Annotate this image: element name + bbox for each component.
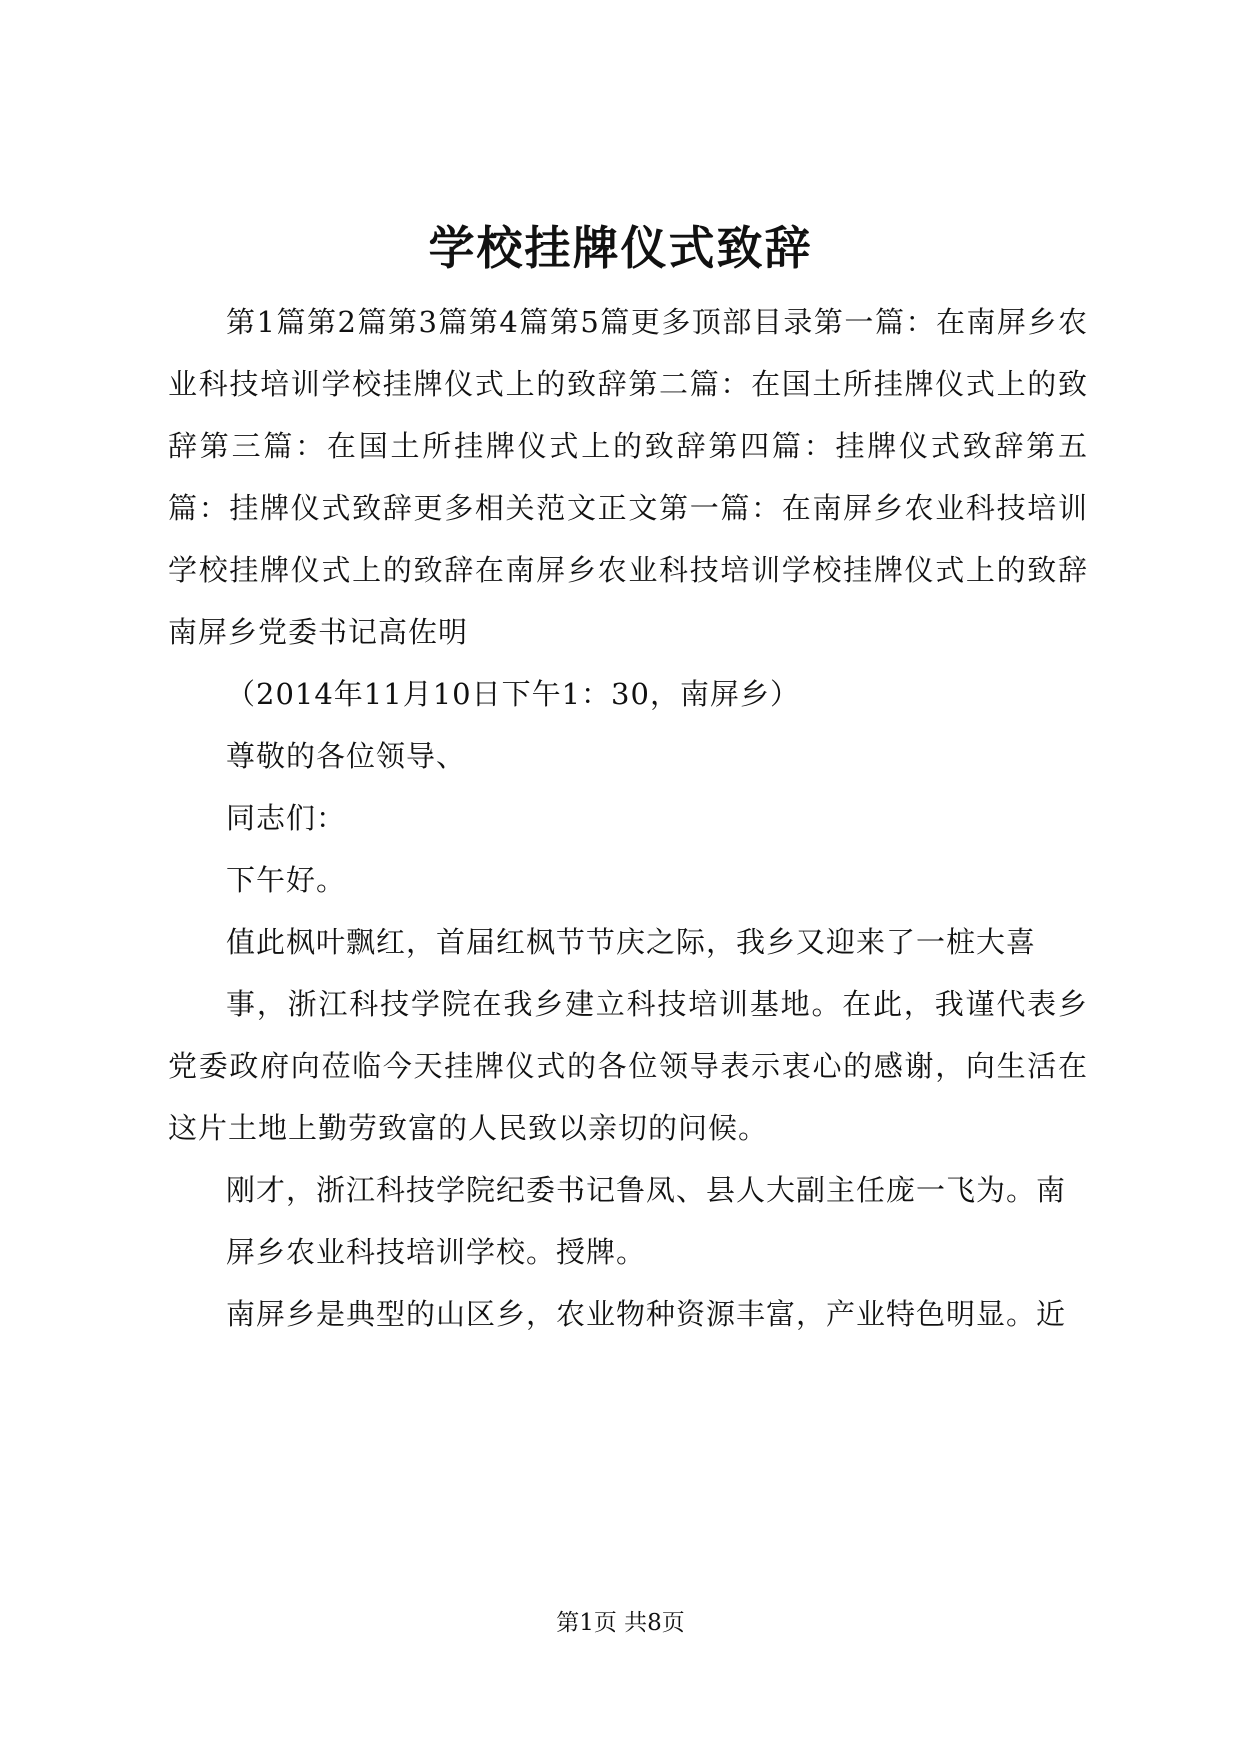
paragraph-event: 事，浙江科技学院在我乡建立科技培训基地。在此，我谨代表乡党委政府向莅临今天挂牌仪式的各位领导表示衷心的感谢，向生活在这片土地上勤劳致富的人民致以亲切的问候。 [168,987,1088,1145]
paragraph-school: 屏乡农业科技培训学校。授牌。 [226,1235,647,1269]
document-body [168,291,1088,1345]
paragraph-date: （2014年11月10日下午1：30，南屏乡） [226,677,800,711]
paragraph-occasion: 值此枫叶飘红，首届红枫节节庆之际，我乡又迎来了一桩大喜 [226,925,1037,959]
paragraph-toc: 第1篇第2篇第3篇第4篇第5篇更多顶部目录第一篇：在南屏乡农业科技培训学校挂牌仪式上的致辞第二篇：在国土所挂牌仪式上的致辞第三篇：在国土所挂牌仪式上的致辞第四篇：挂牌仪式致辞第五篇：挂牌仪式致辞更多相关范文正文第一篇：在南屏乡农业科技培训学校挂牌仪式上的致辞在南屏乡农业科技培训学校挂牌仪式上的致辞南屏乡党委书记高佐明 [168,305,1088,649]
page-footer: 第1页 共8页 [556,1610,685,1636]
paragraph-greeting: 下午好。 [226,863,347,897]
paragraph-township: 南屏乡是典型的山区乡，农业物种资源丰富，产业特色明显。近 [226,1297,1067,1331]
document-title: 学校挂牌仪式致辞 [428,221,813,275]
paragraph-salutation: 尊敬的各位领导、 [226,739,467,773]
paragraph-comrades: 同志们： [226,801,347,835]
paragraph-award: 刚才，浙江科技学院纪委书记鲁凤、县人大副主任庞一飞为。南 [226,1173,1067,1207]
